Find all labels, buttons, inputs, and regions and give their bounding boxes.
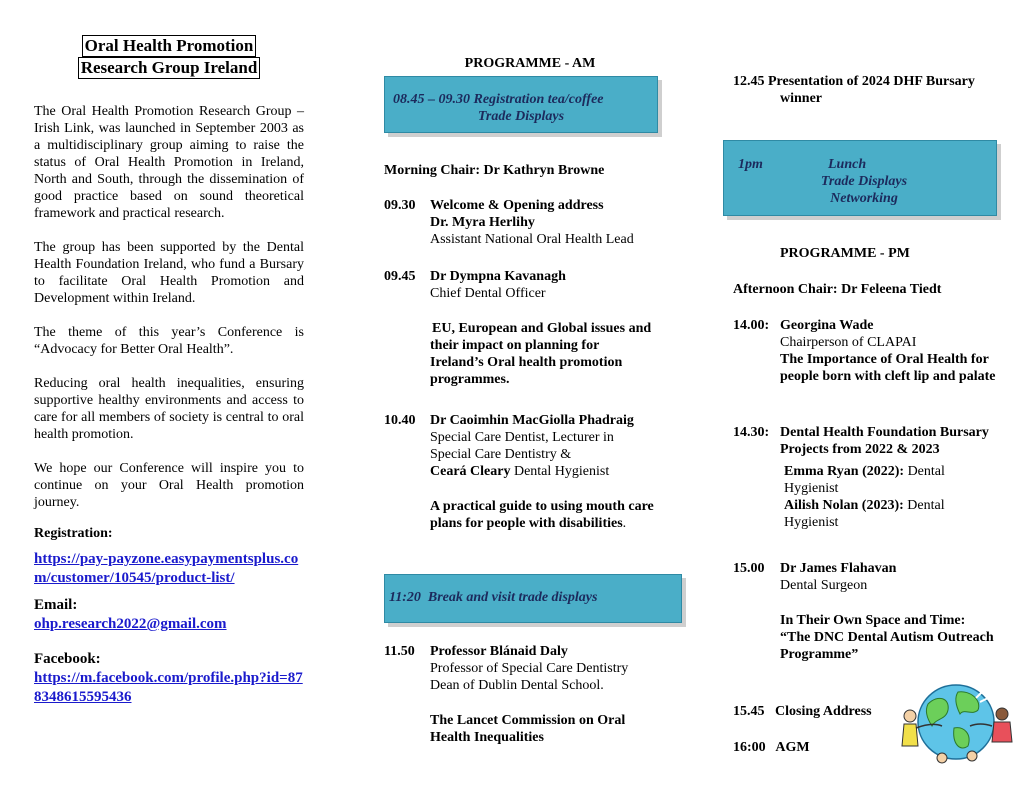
talk-topic: In Their Own Space and Time: “The DNC Dental Autism Outreach Programme”: [780, 613, 994, 662]
intro-paragraph-5: We hope our Conference will inspire you to continue on your Oral Health promotion journey.: [34, 461, 304, 510]
item-time: 11.50: [384, 644, 415, 659]
intro-paragraph-1: The Oral Health Promotion Research Group – Irish Link, was launched in September 2003 as a multidisciplinary group aiming to raise the status of Oral Health Promotion in Ireland, North and South, through the dissemination of good practice based on sound theoretical framework and practical research.: [34, 104, 304, 221]
brochure-title: [34, 35, 304, 79]
bursary-winner-1-role: Dental Hygienist: [784, 464, 945, 496]
speaker-name-2: Ceará Cleary: [430, 464, 511, 479]
speaker-role-3: Dental Hygienist: [513, 464, 610, 479]
lunch-time: 1pm: [738, 157, 763, 172]
am-heading: PROGRAMME - AM: [464, 56, 596, 71]
email-label: Email:: [34, 597, 78, 613]
talk-topic: The Importance of Oral Health for people born with cleft lip and palate: [780, 352, 996, 384]
facebook-label: Facebook:: [34, 651, 101, 667]
registration-banner: [384, 76, 658, 133]
item-title: AGM: [775, 740, 810, 755]
item-time: 16:00: [733, 740, 766, 755]
item-time: 14.30:: [733, 425, 770, 440]
talk-topic: A practical guide to using mouth care plans for people with disabilities: [430, 499, 654, 531]
speaker-name: Georgina Wade: [780, 318, 874, 333]
speaker-name: Professor Blánaid Daly: [430, 644, 568, 659]
bursary-winner-1-name: Emma Ryan (2022):: [784, 464, 905, 479]
break-time: 11:20: [389, 590, 421, 605]
lunch-trade: Trade Displays: [820, 174, 908, 189]
afternoon-chair: Afternoon Chair: Dr Feleena Tiedt: [733, 282, 942, 297]
item-time: 14.00:: [733, 318, 770, 333]
bursary-winner-2-name: Ailish Nolan (2023):: [784, 498, 904, 513]
item-title: Welcome & Opening address: [430, 198, 604, 213]
speaker-role: Special Care Dentist, Lecturer in: [430, 430, 614, 445]
bursary-winner-2-role: Dental Hygienist: [784, 498, 945, 530]
talk-topic: Dental Health Foundation Bursary Projects from 2022 & 2023: [780, 425, 989, 457]
speaker-name: Dr James Flahavan: [780, 561, 897, 576]
speaker-name: Dr Dympna Kavanagh: [430, 269, 566, 284]
item-time: 09.45: [384, 269, 416, 284]
talk-topic-end: .: [622, 516, 627, 531]
title-line-2: Research Group Ireland: [78, 57, 261, 79]
item-title: Closing Address: [775, 704, 872, 719]
talk-topic-line-1: The Lancet Commission on Oral: [430, 713, 626, 728]
speaker-name: Dr. Myra Herlihy: [430, 215, 535, 230]
item-time: 15.45: [733, 704, 765, 719]
item-time: 15.00: [733, 561, 765, 576]
award-line-1: 12.45 Presentation of 2024 DHF Bursary: [733, 74, 975, 89]
lunch-networking: Networking: [830, 191, 898, 206]
speaker-name: Dr Caoimhin MacGiolla Phadraig: [430, 413, 634, 428]
email-link[interactable]: ohp.research2022@gmail.com: [34, 616, 227, 632]
registration-text: Registration tea/coffee: [473, 92, 604, 107]
lunch-label: Lunch: [828, 157, 867, 172]
globe-children-icon: [898, 676, 1014, 768]
facebook-link[interactable]: https://m.facebook.com/profile.php?id=878348615595436: [34, 670, 303, 705]
speaker-role: Dental Surgeon: [780, 578, 868, 593]
award-line-2: winner: [780, 91, 822, 106]
registration-link[interactable]: https://pay-payzone.easypaymentsplus.com/customer/10545/product-list/: [34, 551, 299, 586]
speaker-role-2: Special Care Dentistry &: [430, 447, 572, 462]
morning-chair: Morning Chair: Dr Kathryn Browne: [384, 163, 605, 178]
bursary-award: [733, 73, 1018, 107]
registration-label: Registration:: [34, 526, 113, 541]
talk-topic-line-2: Health Inequalities: [430, 730, 544, 745]
lunch-banner: [723, 140, 997, 216]
break-banner: [384, 574, 682, 623]
item-time: 10.40: [384, 413, 416, 428]
speaker-role: Professor of Special Care Dentistry: [430, 661, 629, 676]
item-time: 09.30: [384, 198, 416, 213]
registration-trade: Trade Displays: [477, 109, 565, 124]
intro-column: [34, 0, 304, 707]
speaker-role-2: Dean of Dublin Dental School.: [430, 678, 604, 693]
registration-time: 08.45 – 09.30: [393, 92, 470, 107]
speaker-role: Chief Dental Officer: [430, 286, 546, 301]
break-text: Break and visit trade displays: [427, 590, 598, 605]
speaker-role: Assistant National Oral Health Lead: [430, 232, 634, 247]
intro-paragraph-4: Reducing oral health inequalities, ensuring supportive healthy environments and access to care for all members of society is central to oral health promotion.: [34, 376, 304, 442]
intro-paragraph-3: The theme of this year’s Conference is “Advocacy for Better Oral Health”.: [34, 325, 304, 357]
talk-topic: EU, European and Global issues and their impact on planning for Ireland’s Oral health promotion programmes.: [430, 321, 652, 387]
speaker-role: Chairperson of CLAPAI: [780, 335, 917, 350]
intro-paragraph-2: The group has been supported by the Dental Health Foundation Ireland, who fund a Bursary to facilitate Oral Health Promotion and Development within Ireland.: [34, 240, 304, 306]
title-line-1: Oral Health Promotion: [82, 35, 257, 57]
pm-heading: PROGRAMME - PM: [780, 246, 910, 261]
